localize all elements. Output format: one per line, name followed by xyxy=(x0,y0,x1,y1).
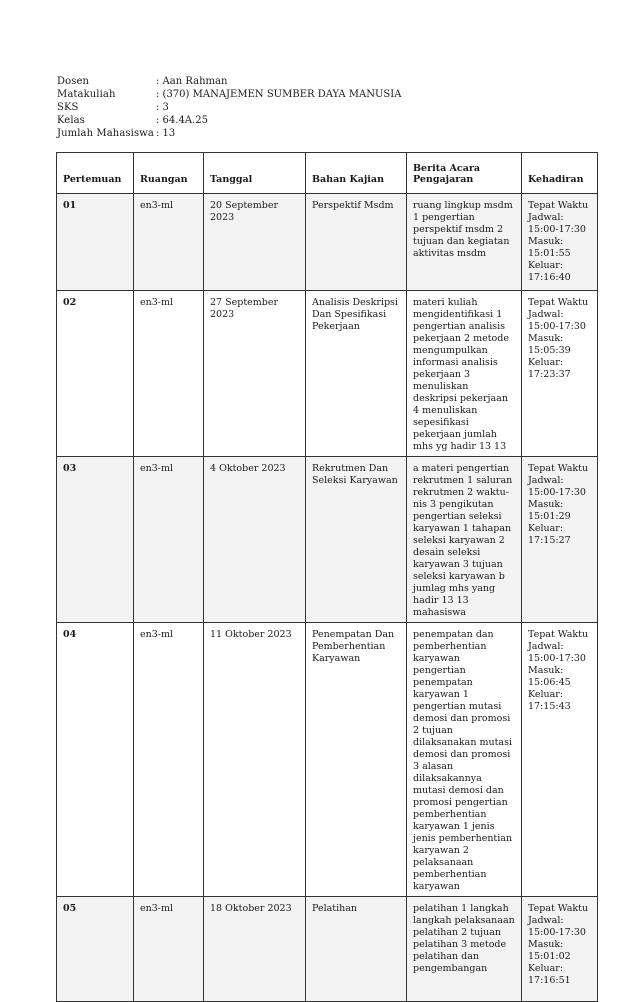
status-text: Tepat Waktu xyxy=(528,463,589,474)
jadwal-label: Jadwal: xyxy=(528,309,564,320)
jumlah-row xyxy=(57,127,401,140)
matakuliah-value: : (370) MANAJEMEN SUMBER DAYA MANUSIA xyxy=(156,89,402,100)
cell-berita-acara: pelatihan 1 langkah langkah pelaksanaan pelatihan 2 tujuan pelatihan 3 metode pelatihan dan pengembangan xyxy=(407,897,522,1002)
dosen-row xyxy=(57,75,401,88)
cell-kehadiran xyxy=(522,897,598,1002)
cell-kehadiran xyxy=(522,623,598,897)
dosen-label: Dosen xyxy=(57,76,90,87)
keluar-label: Keluar: xyxy=(528,260,564,271)
jadwal-value: 15:00-17:30 xyxy=(528,927,586,938)
jadwal-label: Jadwal: xyxy=(528,475,564,486)
cell-pertemuan: 02 xyxy=(57,291,134,457)
status-text: Tepat Waktu xyxy=(528,200,589,211)
jadwal-label: Jadwal: xyxy=(528,641,564,652)
masuk-value: 15:06:45 xyxy=(528,677,571,688)
header-tanggal: Tanggal xyxy=(204,153,306,194)
masuk-label: Masuk: xyxy=(528,939,564,950)
masuk-value: 15:01:02 xyxy=(528,951,571,962)
table-row xyxy=(57,194,598,291)
dosen-value: : Aan Rahman xyxy=(156,76,228,87)
cell-tanggal: 4 Oktober 2023 xyxy=(204,457,306,623)
jumlah-label: Jumlah Mahasiswa xyxy=(57,128,154,139)
keluar-label: Keluar: xyxy=(528,523,564,534)
jadwal-label: Jadwal: xyxy=(528,915,564,926)
cell-ruangan: en3-ml xyxy=(134,897,204,1002)
cell-kehadiran xyxy=(522,457,598,623)
header-berita-acara: Berita Acara Pengajaran xyxy=(407,153,522,194)
cell-tanggal: 18 Oktober 2023 xyxy=(204,897,306,1002)
cell-berita-acara: a materi pengertian rekrutmen 1 saluran rekrutmen 2 waktu-nis 3 pengikutan pengertian seleksi karyawan 1 tahapan seleksi karyawan 2 desain seleksi karyawan 3 tujuan seleksi karyawan b jumlag mhs yang hadir 13 13 mahasiswa xyxy=(407,457,522,623)
header-kehadiran: Kehadiran xyxy=(522,153,598,194)
cell-berita-acara: materi kuliah mengidentifikasi 1 pengertian analisis pekerjaan 2 metode mengumpulkan informasi analisis pekerjaan 3 menuliskan deskripsi pekerjaan 4 menuliskan sepesifikasi pekerjaan jumlah mhs yg hadir 13 13 xyxy=(407,291,522,457)
status-text: Tepat Waktu xyxy=(528,903,589,914)
cell-kehadiran xyxy=(522,291,598,457)
keluar-label: Keluar: xyxy=(528,689,564,700)
keluar-value: 17:23:37 xyxy=(528,369,571,380)
kelas-value: : 64.4A.25 xyxy=(156,115,208,126)
cell-ruangan: en3-ml xyxy=(134,291,204,457)
matakuliah-row xyxy=(57,88,401,101)
cell-bahan-kajian: Perspektif Msdm xyxy=(306,194,407,291)
cell-pertemuan: 04 xyxy=(57,623,134,897)
attendance-table xyxy=(56,152,598,1002)
jumlah-value: : 13 xyxy=(156,128,176,139)
masuk-label: Masuk: xyxy=(528,665,564,676)
jadwal-value: 15:00-17:30 xyxy=(528,487,586,498)
cell-pertemuan: 05 xyxy=(57,897,134,1002)
sks-value: : 3 xyxy=(156,102,169,113)
keluar-label: Keluar: xyxy=(528,357,564,368)
table-row xyxy=(57,897,598,1002)
jadwal-label: Jadwal: xyxy=(528,212,564,223)
cell-pertemuan: 03 xyxy=(57,457,134,623)
course-info xyxy=(57,75,401,140)
cell-ruangan: en3-ml xyxy=(134,194,204,291)
masuk-value: 15:01:29 xyxy=(528,511,571,522)
cell-berita-acara: penempatan dan pemberhentian karyawan pengertian penempatan karyawan 1 pengertian mutasi demosi dan promosi 2 tujuan dilaksanakan mutasi demosi dan promosi 3 alasan dilaksakannya mutasi demosi dan promosi pengertian pemberhentian karyawan 1 jenis jenis pemberhentian karyawan 2 pelaksanaan pemberhentian karyawan xyxy=(407,623,522,897)
table-row xyxy=(57,291,598,457)
cell-pertemuan: 01 xyxy=(57,194,134,291)
cell-bahan-kajian: Rekrutmen Dan Seleksi Karyawan xyxy=(306,457,407,623)
header-bahan-kajian: Bahan Kajian xyxy=(306,153,407,194)
table-row xyxy=(57,457,598,623)
cell-ruangan: en3-ml xyxy=(134,457,204,623)
masuk-value: 15:05:39 xyxy=(528,345,571,356)
kelas-label: Kelas xyxy=(57,115,85,126)
masuk-label: Masuk: xyxy=(528,333,564,344)
table-row xyxy=(57,623,598,897)
jadwal-value: 15:00-17:30 xyxy=(528,653,586,664)
status-text: Tepat Waktu xyxy=(528,629,589,640)
masuk-label: Masuk: xyxy=(528,499,564,510)
cell-tanggal: 20 September 2023 xyxy=(204,194,306,291)
matakuliah-label: Matakuliah xyxy=(57,89,116,100)
cell-ruangan: en3-ml xyxy=(134,623,204,897)
kelas-row xyxy=(57,114,401,127)
cell-tanggal: 11 Oktober 2023 xyxy=(204,623,306,897)
sks-row xyxy=(57,101,401,114)
keluar-value: 17:16:40 xyxy=(528,272,571,283)
keluar-value: 17:15:43 xyxy=(528,701,571,712)
header-ruangan: Ruangan xyxy=(134,153,204,194)
status-text: Tepat Waktu xyxy=(528,297,589,308)
cell-bahan-kajian: Analisis Deskripsi Dan Spesifikasi Pekerjaan xyxy=(306,291,407,457)
masuk-value: 15:01:55 xyxy=(528,248,571,259)
sks-label: SKS xyxy=(57,102,79,113)
table-header-row xyxy=(57,153,598,194)
keluar-value: 17:16:51 xyxy=(528,975,571,986)
cell-kehadiran xyxy=(522,194,598,291)
cell-tanggal: 27 September 2023 xyxy=(204,291,306,457)
jadwal-value: 15:00-17:30 xyxy=(528,321,586,332)
header-pertemuan: Pertemuan xyxy=(57,153,134,194)
cell-bahan-kajian: Penempatan Dan Pemberhentian Karyawan xyxy=(306,623,407,897)
jadwal-value: 15:00-17:30 xyxy=(528,224,586,235)
cell-bahan-kajian: Pelatihan xyxy=(306,897,407,1002)
keluar-label: Keluar: xyxy=(528,963,564,974)
masuk-label: Masuk: xyxy=(528,236,564,247)
cell-berita-acara: ruang lingkup msdm 1 pengertian perspektif msdm 2 tujuan dan kegiatan aktivitas msdm xyxy=(407,194,522,291)
keluar-value: 17:15:27 xyxy=(528,535,571,546)
